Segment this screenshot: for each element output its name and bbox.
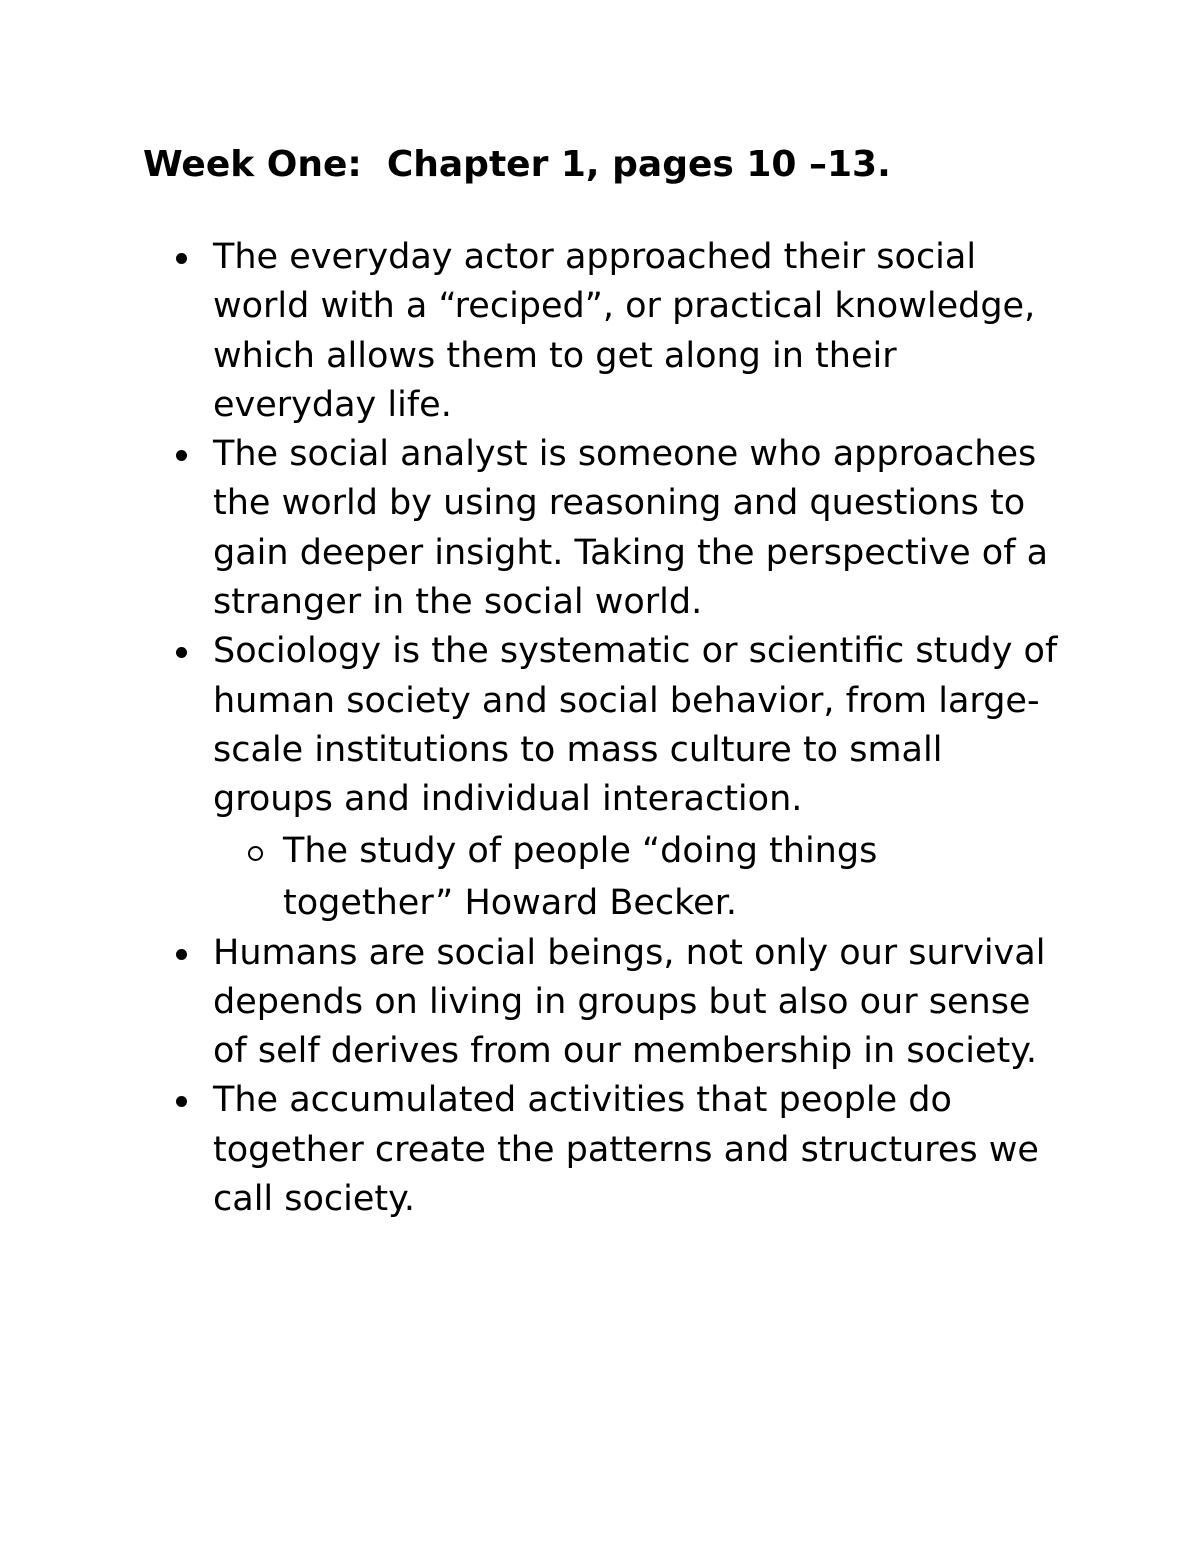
bullet-list	[0, 233, 1200, 1224]
bullet-dot-icon	[176, 647, 187, 658]
bullet-item-3	[0, 627, 1063, 928]
bullet-text: Humans are social beings, not only our survival depends on living in groups but also our sense of self derives from our membership in society.	[213, 932, 1046, 1072]
bullet-text: The social analyst is someone who approaches the world by using reasoning and questions to gain deeper insight. Taking the perspective of a stranger in the social world.	[213, 434, 1049, 623]
bullet-dot-icon	[176, 949, 187, 960]
hollow-circle-icon	[248, 846, 263, 861]
bullet-item-4	[0, 929, 1063, 1077]
sub-bullet-text: The study of people “doing things together” Howard Becker.	[283, 830, 878, 923]
sub-bullet-item	[213, 825, 983, 929]
bullet-dot-icon	[176, 450, 187, 461]
bullet-text: Sociology is the systematic or scientific study of human society and social behavior, from large-scale institutions to mass culture to small groups and individual interaction.	[213, 631, 1058, 820]
page-title: Week One: Chapter 1, pages 10 –13.	[143, 144, 891, 185]
sub-bullet-list	[213, 825, 1063, 929]
bullet-text: The accumulated activities that people do together create the patterns and structures we call society.	[213, 1080, 1039, 1220]
bullet-dot-icon	[176, 1096, 187, 1107]
bullet-dot-icon	[176, 253, 187, 264]
bullet-item-2	[0, 430, 1063, 627]
bullet-text: The everyday actor approached their social world with a “reciped”, or practical knowledge, which allows them to get along in their everyday life.	[213, 237, 1036, 425]
bullet-item-5	[0, 1076, 1063, 1224]
bullet-item-1	[0, 233, 1063, 430]
